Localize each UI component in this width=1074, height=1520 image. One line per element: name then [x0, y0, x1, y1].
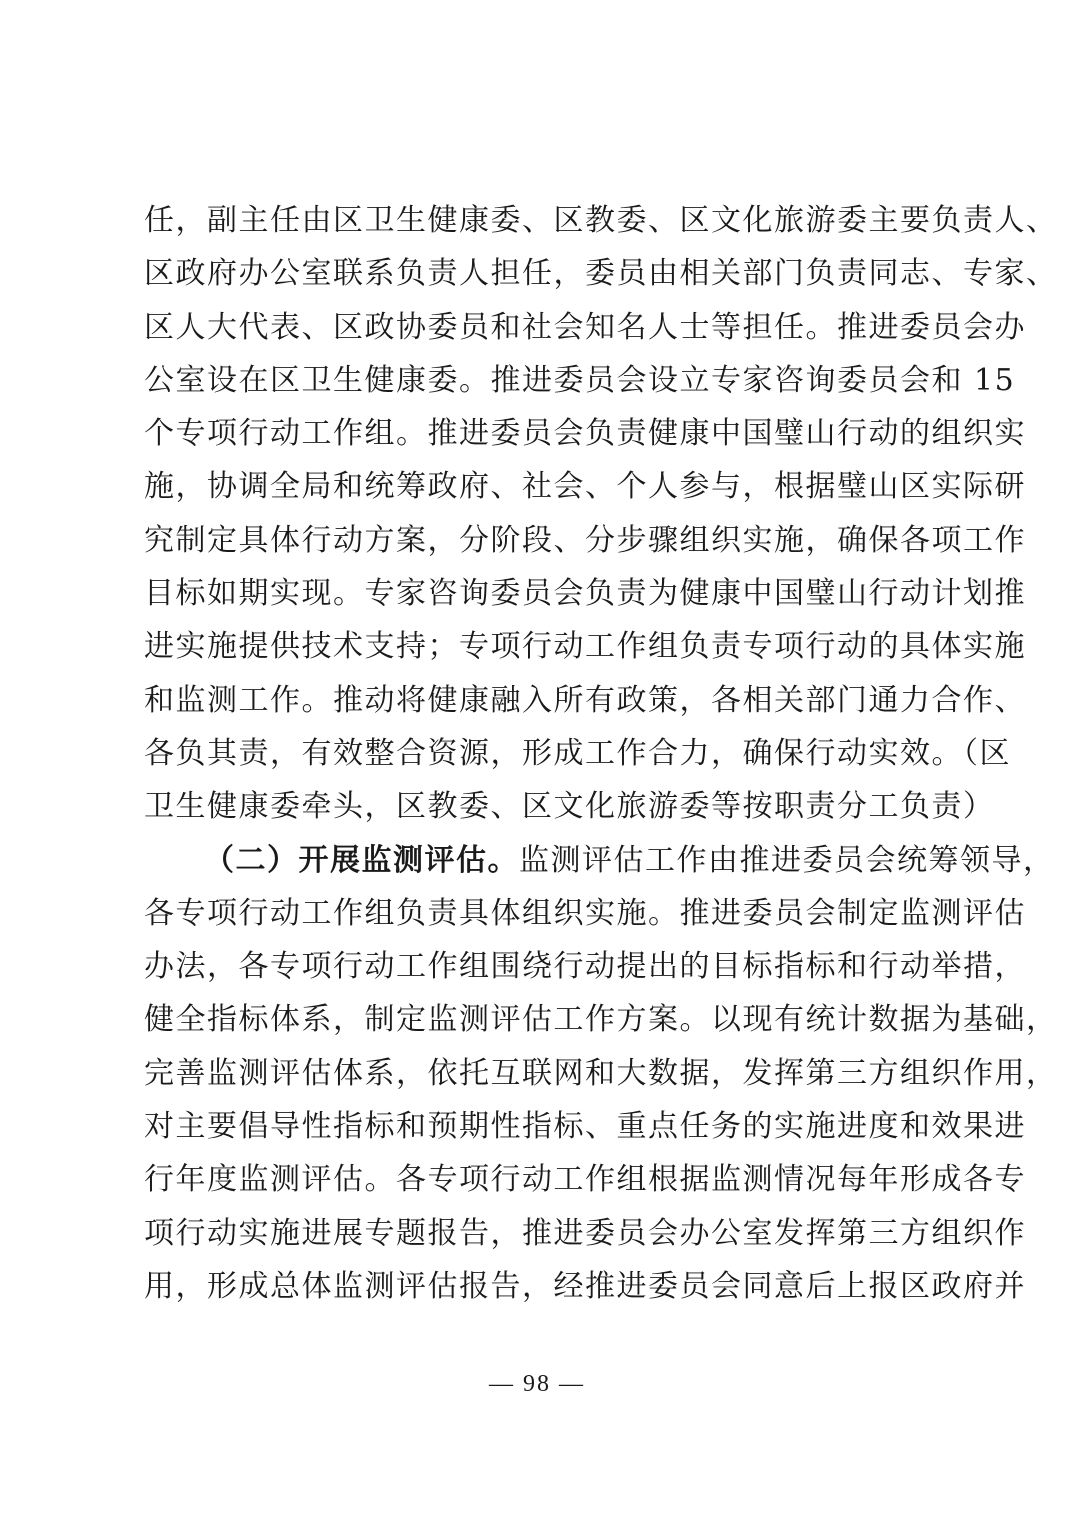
- text-line: 健全指标体系，制定监测评估工作方案。以现有统计数据为基础，: [144, 1002, 1058, 1038]
- page-number: — 98 —: [489, 1371, 585, 1397]
- text-line: 目标如期实现。专家咨询委员会负责为健康中国璧山行动计划推: [144, 576, 1026, 612]
- text-line: 公室设在区卫生健康委。推进委员会设立专家咨询委员会和 15: [144, 362, 1016, 398]
- text-line: [144, 834, 1055, 887]
- text-line: 行年度监测评估。各专项行动工作组根据监测情况每年形成各专: [144, 1162, 1026, 1198]
- heading-line-text: 监测评估工作由推进委员会统筹领导，: [519, 842, 1055, 878]
- paragraph-1: [144, 194, 1058, 834]
- text-line: 卫生健康委牵头，区教委、区文化旅游委等按职责分工负责）: [144, 789, 995, 825]
- text-line: 和监测工作。推动将健康融入所有政策，各相关部门通力合作、: [144, 682, 1026, 718]
- text-line: 完善监测评估体系，依托互联网和大数据，发挥第三方组织作用，: [144, 1055, 1058, 1091]
- text-line: 施，协调全局和统筹政府、社会、个人参与，根据璧山区实际研: [144, 469, 1026, 505]
- text-line: 区人大代表、区政协委员和社会知名人士等担任。推进委员会办: [144, 309, 1026, 345]
- text-line: 任，副主任由区卫生健康委、区教委、区文化旅游委主要负责人、: [144, 203, 1058, 238]
- text-line: 各专项行动工作组负责具体组织实施。推进委员会制定监测评估: [144, 895, 1026, 931]
- text-line: 项行动实施进展专题报告，推进委员会办公室发挥第三方组织作: [144, 1215, 1026, 1251]
- text-line: 个专项行动工作组。推进委员会负责健康中国璧山行动的组织实: [144, 416, 1026, 452]
- text-line: 各负其责，有效整合资源，形成工作合力，确保行动实效。（区: [144, 735, 1011, 771]
- text-line: 区政府办公室联系负责人担任，委员由相关部门负责同志、专家、: [144, 256, 1058, 292]
- text-line: 进实施提供技术支持；专项行动工作组负责专项行动的具体实施: [144, 629, 1026, 665]
- text-line: 用，形成总体监测评估报告，经推进委员会同意后上报区政府并: [144, 1268, 1026, 1304]
- text-line: 对主要倡导性指标和预期性指标、重点任务的实施进度和效果进: [144, 1109, 1026, 1145]
- section-heading: （二）开展监测评估。: [204, 842, 519, 878]
- body-text: [144, 194, 1058, 1313]
- text-line: 办法，各专项行动工作组围绕行动提出的目标指标和行动举措，: [144, 949, 1026, 985]
- paragraph-2: [144, 834, 1058, 1314]
- text-line: 究制定具体行动方案，分阶段、分步骤组织实施，确保各项工作: [144, 522, 1026, 558]
